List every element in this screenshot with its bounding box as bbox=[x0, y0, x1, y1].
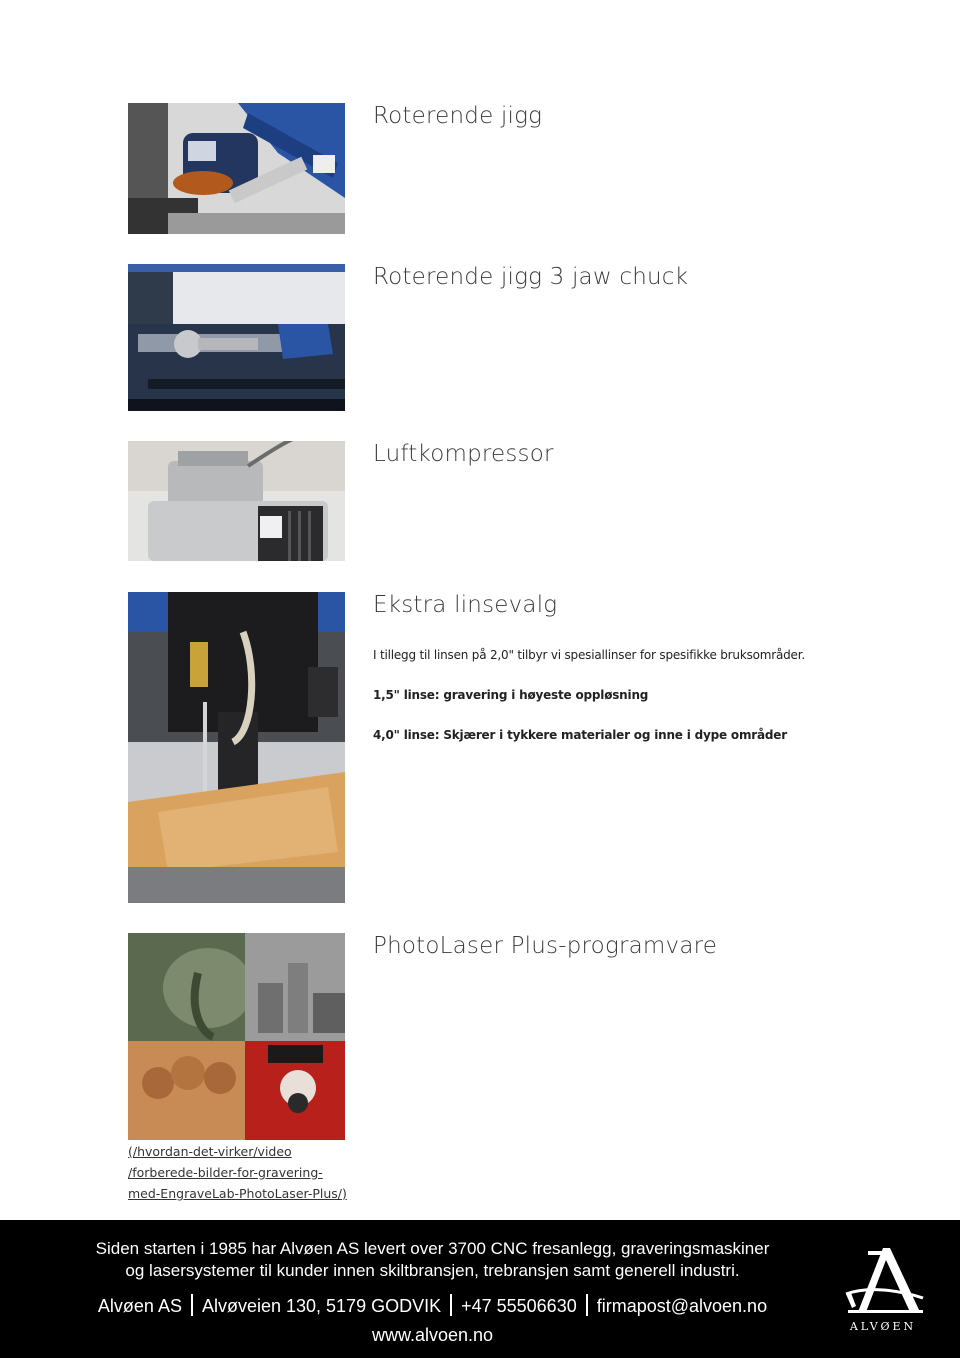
description-line: Siden starten i 1985 har Alvøen AS levert over 3700 CNC fresanlegg, graveringsmaskiner bbox=[95, 1239, 770, 1258]
laser-lens-image bbox=[128, 592, 345, 903]
link-line[interactable]: (/hvordan-det-virker/video bbox=[128, 1144, 292, 1159]
website[interactable]: www.alvoen.no bbox=[371, 1325, 494, 1345]
logo-text: ALVØEN bbox=[849, 1320, 917, 1333]
lens-40-text: 4,0" linse: Skjærer i tykkere materialer og inne i dype områder bbox=[373, 728, 787, 742]
photolaser-collage-image bbox=[128, 933, 345, 1140]
contact-line bbox=[0, 1294, 865, 1317]
item-title: Roterende jigg 3 jaw chuck bbox=[373, 264, 689, 290]
item-title: Roterende jigg bbox=[373, 103, 543, 129]
separator bbox=[450, 1294, 452, 1316]
company-name: Alvøen AS bbox=[97, 1296, 182, 1316]
link-line[interactable]: med-EngraveLab-PhotoLaser-Plus/) bbox=[128, 1186, 347, 1201]
lens-intro-text: I tillegg til linsen på 2,0" tilbyr vi spesiallinser for spesifikke bruksområder. bbox=[373, 648, 805, 662]
item-title: Luftkompressor bbox=[373, 441, 554, 467]
description-line: og lasersystemer til kunder innen skiltbransjen, trebransjen samt generell industri. bbox=[125, 1261, 740, 1280]
rotary-jig-image bbox=[128, 103, 345, 234]
alvoen-logo-icon bbox=[838, 1246, 928, 1318]
link-line[interactable]: /forberede-bilder-for-gravering- bbox=[128, 1165, 323, 1180]
footer bbox=[0, 1220, 960, 1358]
address: Alvøveien 130, 5179 GODVIK bbox=[201, 1296, 442, 1316]
phone[interactable]: +47 55506630 bbox=[461, 1296, 577, 1316]
email[interactable]: firmapost@alvoen.no bbox=[596, 1296, 768, 1316]
air-compressor-image bbox=[128, 441, 345, 561]
company-description bbox=[0, 1238, 865, 1282]
separator bbox=[586, 1294, 588, 1316]
alvoen-logo bbox=[838, 1246, 928, 1342]
item-title: PhotoLaser Plus-programvare bbox=[373, 933, 718, 959]
rotary-jig-chuck-image bbox=[128, 264, 345, 411]
lens-15-text: 1,5" linse: gravering i høyeste oppløsning bbox=[373, 688, 649, 702]
separator bbox=[191, 1294, 193, 1316]
photolaser-video-link[interactable] bbox=[128, 1141, 368, 1204]
item-title: Ekstra linsevalg bbox=[373, 592, 558, 618]
